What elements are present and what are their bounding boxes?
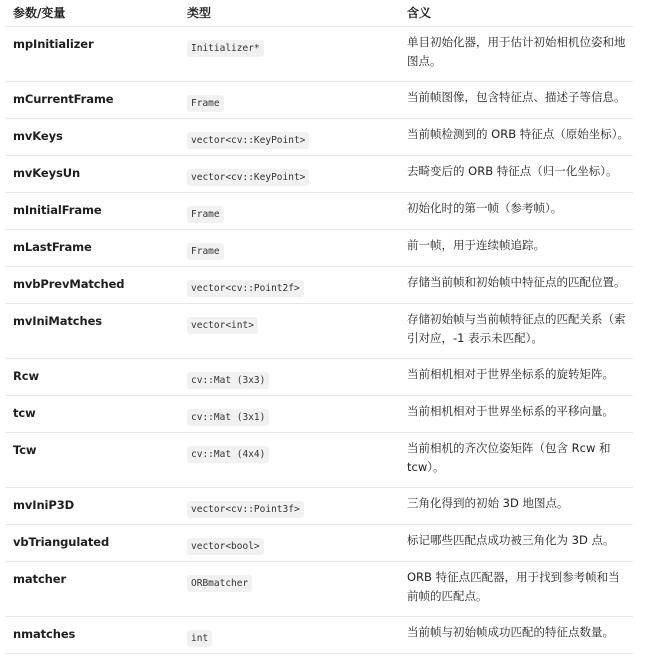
param-desc: 当前帧与初始帧成功匹配的特征点数量。 (407, 625, 614, 639)
param-desc: 当前帧检测到的 ORB 特征点（原始坐标）。 (407, 127, 629, 141)
table-row (5, 267, 633, 304)
type-code: vector<cv::KeyPoint> (187, 132, 309, 149)
type-code: cv::Mat (3x1) (187, 409, 269, 426)
param-desc: 当前帧图像，包含特征点、描述子等信息。 (407, 90, 626, 104)
type-code: vector<int> (187, 317, 258, 334)
table-row (5, 156, 633, 193)
table-row (5, 230, 633, 267)
param-desc: 前一帧，用于连续帧追踪。 (407, 238, 545, 252)
param-name: nmatches (13, 627, 76, 641)
table-row (5, 82, 633, 119)
table-row (5, 525, 633, 562)
param-desc: 当前相机的齐次位姿矩阵（包含 Rcw 和 tcw）。 (407, 441, 611, 474)
header-desc: 含义 (407, 6, 432, 20)
param-name: Rcw (13, 369, 39, 383)
table-row (5, 27, 633, 82)
param-name: Tcw (13, 443, 37, 457)
type-code: Frame (187, 206, 224, 223)
param-desc: 初始化时的第一帧（参考帧）。 (407, 201, 563, 215)
param-name: mvIniP3D (13, 498, 75, 512)
param-desc: 三角化得到的初始 3D 地图点。 (407, 496, 569, 510)
type-code: vector<bool> (187, 538, 264, 555)
param-desc: 去畸变后的 ORB 特征点（归一化坐标）。 (407, 164, 618, 178)
table-row (5, 433, 633, 488)
type-code: vector<cv::KeyPoint> (187, 169, 309, 186)
table-header (5, 0, 633, 27)
param-desc: 存储初始帧与当前帧特征点的匹配关系（索引对应，-1 表示未匹配）。 (407, 312, 626, 345)
type-code: vector<cv::Point3f> (187, 501, 304, 518)
param-desc: ORB 特征点匹配器，用于找到参考帧和当前帧的匹配点。 (407, 570, 620, 603)
type-code: cv::Mat (4x4) (187, 446, 269, 463)
param-desc: 标记哪些匹配点成功被三角化为 3D 点。 (407, 533, 615, 547)
param-desc: 当前相机相对于世界坐标系的平移向量。 (407, 404, 614, 418)
type-code: ORBmatcher (187, 575, 252, 592)
param-name: mInitialFrame (13, 203, 102, 217)
param-name: mvbPrevMatched (13, 277, 125, 291)
table-row (5, 193, 633, 230)
type-code: cv::Mat (3x3) (187, 372, 269, 389)
param-name: mCurrentFrame (13, 92, 114, 106)
table-row (5, 488, 633, 525)
param-desc: 单目初始化器，用于估计初始相机位姿和地图点。 (407, 35, 626, 68)
table-row (5, 396, 633, 433)
type-code: vector<cv::Point2f> (187, 280, 304, 297)
param-name: mvKeys (13, 129, 63, 143)
param-name: matcher (13, 572, 67, 586)
type-code: Frame (187, 95, 224, 112)
variables-table (5, 0, 633, 654)
table-row (5, 304, 633, 359)
param-name: mpInitializer (13, 37, 94, 51)
type-code: Initializer* (187, 40, 264, 57)
table-row (5, 359, 633, 396)
table-row (5, 617, 633, 654)
param-name: mvIniMatches (13, 314, 103, 328)
table-row (5, 562, 633, 617)
table-row (5, 119, 633, 156)
param-name: vbTriangulated (13, 535, 110, 549)
param-name: mvKeysUn (13, 166, 81, 180)
param-desc: 当前相机相对于世界坐标系的旋转矩阵。 (407, 367, 614, 381)
type-code: Frame (187, 243, 224, 260)
param-desc: 存储当前帧和初始帧中特征点的匹配位置。 (407, 275, 626, 289)
header-param: 参数/变量 (13, 6, 66, 20)
param-name: tcw (13, 406, 36, 420)
header-type: 类型 (187, 6, 212, 20)
param-name: mLastFrame (13, 240, 92, 254)
type-code: int (187, 630, 212, 647)
